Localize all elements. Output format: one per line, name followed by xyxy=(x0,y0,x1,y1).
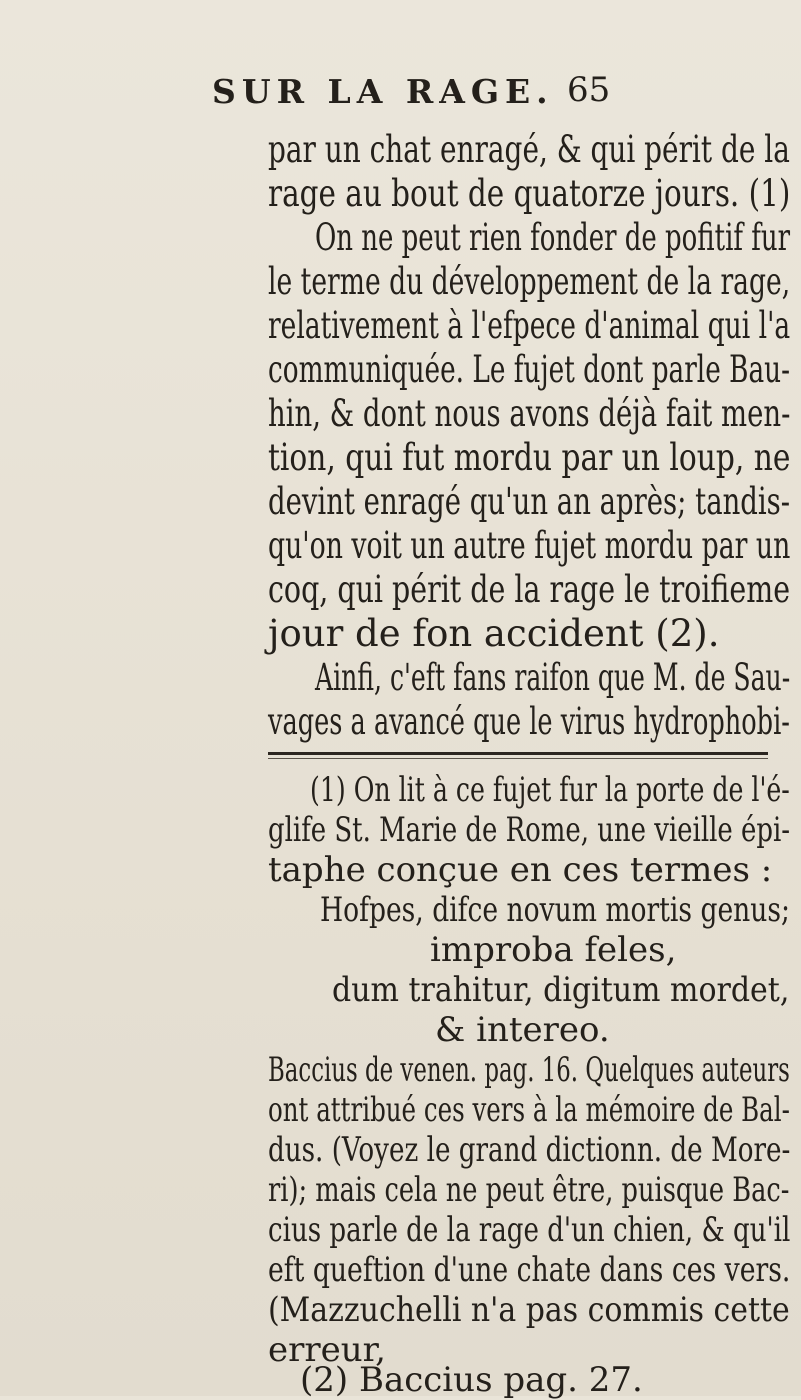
text-line: communiquée. Le fujet dont parle Bau- xyxy=(268,348,790,391)
text-line: Ainfi, c'eft fans raifon que M. de Sau- xyxy=(315,656,791,699)
footnote-line: ont attribué ces vers à la mémoire de Bal- xyxy=(268,1090,790,1130)
text-line: On ne peut rien fonder de pofitif fur xyxy=(315,216,791,259)
text-line: coq, qui périt de la rage le troifieme xyxy=(268,568,791,611)
footnote-rule xyxy=(268,752,768,755)
footnote-line: (1) On lit à ce fujet fur la porte de l'é- xyxy=(310,770,790,810)
text-line: qu'on voit un autre fujet mordu par un xyxy=(268,524,791,567)
text-line: vages a avancé que le virus hydrophobi- xyxy=(268,700,790,743)
running-head: SUR LA RAGE. xyxy=(212,72,554,111)
text-line: rage au bout de quatorze jours. (1) xyxy=(268,172,791,215)
footnote-line: dum trahitur, digitum mordet, xyxy=(332,970,790,1010)
footnote-line: erreur, xyxy=(268,1330,386,1370)
footnote-line: Hofpes, difce novum mortis genus; xyxy=(320,890,790,930)
footnote-line: eft queftion d'une chate dans ces vers. xyxy=(268,1250,791,1290)
footnote-line: improba feles, xyxy=(430,930,677,970)
footnote-line: Baccius de venen. pag. 16. Quelques auteurs xyxy=(268,1050,790,1090)
text-line: jour de fon accident (2). xyxy=(268,612,720,655)
page-header xyxy=(0,72,801,112)
text-line: devint enragé qu'un an après; tandis- xyxy=(268,480,791,523)
footnote-line: & intereo. xyxy=(435,1010,610,1050)
footnote-line: glife St. Marie de Rome, une vieille épi- xyxy=(268,810,791,850)
footnote-line: cius parle de la rage d'un chien, & qu'il xyxy=(268,1210,791,1250)
text-line: tion, qui fut mordu par un loup, ne xyxy=(268,436,791,479)
page-number: 65 xyxy=(567,70,611,110)
footnote-line: taphe conçue en ces termes : xyxy=(268,850,773,890)
footnote-line: (Mazzuchelli n'a pas commis cette xyxy=(268,1290,790,1330)
footnote-line: (2) Baccius pag. 27. xyxy=(300,1360,643,1400)
footnote-line: ri); mais cela ne peut être, puisque Bac- xyxy=(268,1170,790,1210)
text-line: hin, & dont nous avons déjà fait men- xyxy=(268,392,791,435)
footnote-line: dus. (Voyez le grand dictionn. de More- xyxy=(268,1130,791,1170)
text-line: par un chat enragé, & qui périt de la xyxy=(268,128,790,171)
text-line: relativement à l'efpece d'animal qui l'a xyxy=(268,304,791,347)
text-line: le terme du développement de la rage, xyxy=(268,260,791,303)
